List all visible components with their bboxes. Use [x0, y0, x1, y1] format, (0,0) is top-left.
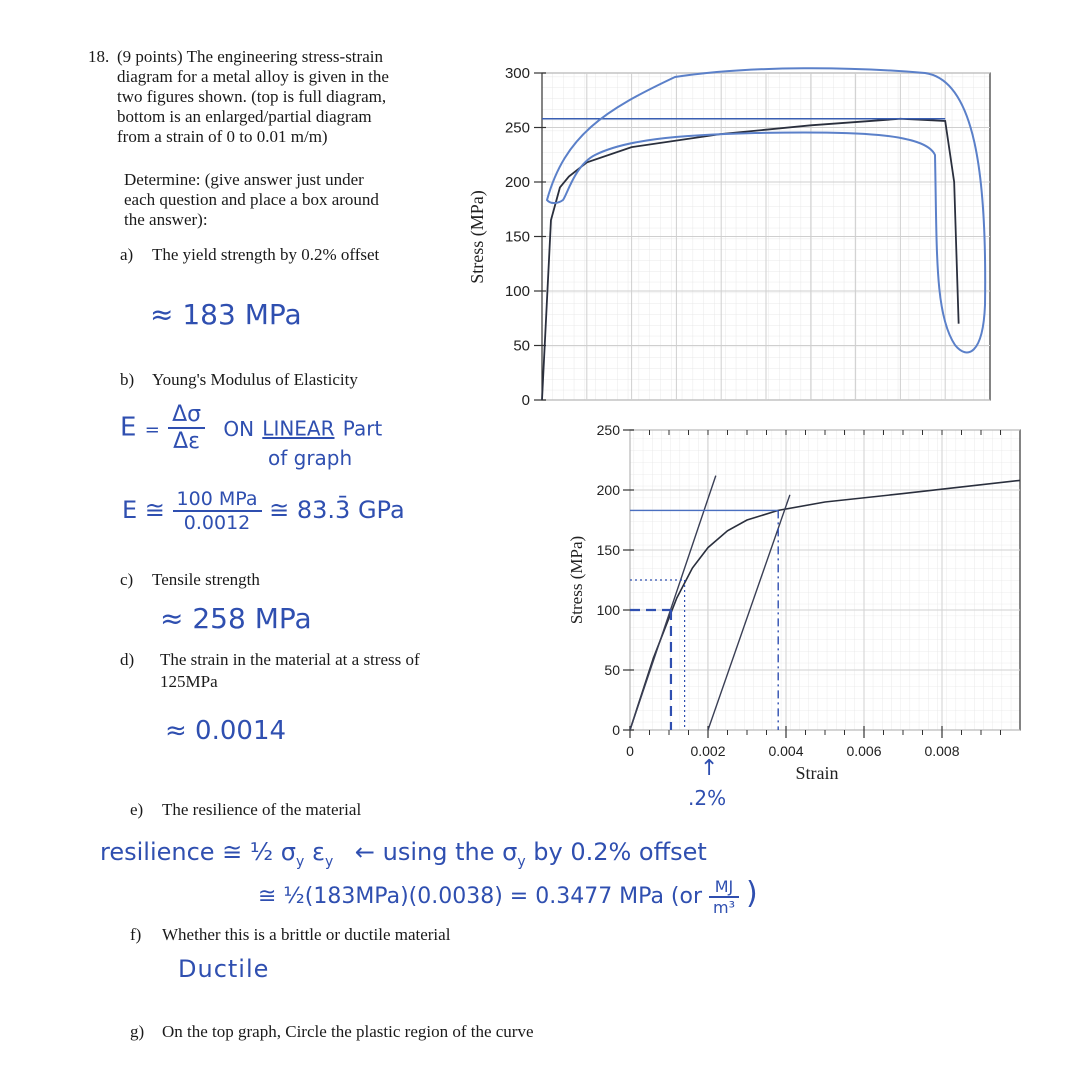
- answer-e-sub: y: [296, 853, 305, 870]
- answer-e-by-offset: by 0.2% offset: [533, 838, 707, 866]
- top-chart-y-ticks: [505, 65, 546, 409]
- answer-b-calc-E: E ≅: [122, 496, 165, 524]
- top-chart-ylabel: Stress (MPa): [467, 190, 487, 284]
- answer-e-units-den: m³: [713, 898, 736, 917]
- top-y-tick-label: 0: [521, 392, 530, 409]
- bottom-x-tick-label: 0.008: [924, 743, 960, 759]
- part-e-text: The resilience of the material: [162, 800, 362, 819]
- answer-b-numerator: Δσ: [168, 402, 205, 429]
- bottom-chart-xlabel: Strain: [795, 763, 839, 783]
- top-chart: [455, 55, 1010, 425]
- answer-b-part: Part: [342, 416, 383, 441]
- top-y-tick-label: 150: [504, 228, 530, 246]
- bottom-x-tick-label: 0.006: [846, 743, 882, 759]
- bottom-x-tick-label: 0.004: [768, 743, 804, 759]
- offset-label: .2%: [688, 786, 727, 810]
- answer-d: ≈ 0.0014: [165, 716, 287, 746]
- part-b-text: Young's Modulus of Elasticity: [152, 370, 358, 389]
- answer-c: ≈ 258 MPa: [160, 602, 312, 635]
- answer-b-calc-denominator: 0.0012: [183, 512, 251, 534]
- part-g-text: On the top graph, Circle the plastic region of the curve: [162, 1022, 534, 1041]
- answer-e-line2: [258, 876, 758, 917]
- answer-f: Ductile: [178, 955, 270, 983]
- answer-b-linear: LINEAR: [262, 416, 335, 441]
- answer-e-units-num: MJ: [709, 877, 739, 898]
- part-c-label: c): [120, 570, 134, 589]
- top-y-tick-label: 300: [504, 65, 530, 82]
- bottom-y-tick-label: 0: [612, 722, 620, 738]
- answer-e-calc: ≅ ½(183MPa)(0.0038) = 0.3477 MPa (or: [258, 884, 703, 909]
- answer-e-arrow-note: ← using the σ: [354, 838, 518, 866]
- part-c-text: Tensile strength: [152, 570, 260, 589]
- answer-e-sub: y: [324, 853, 334, 870]
- bottom-y-tick-label: 50: [604, 662, 620, 678]
- answer-a: ≈ 183 MPa: [150, 298, 302, 331]
- part-g-label: g): [130, 1022, 145, 1041]
- answer-b-of-graph: of graph: [268, 446, 353, 470]
- bottom-chart-plot-area: [630, 430, 1020, 730]
- answer-e-sub: y: [517, 853, 526, 870]
- answer-e-resilience: resilience ≅ ½ σ: [100, 838, 297, 866]
- answer-e-close-paren: ): [746, 876, 758, 911]
- part-d-text-line1: The strain in the material at a stress of: [160, 650, 420, 669]
- part-e-label: e): [130, 800, 144, 819]
- intro-line: diagram for a metal alloy is given in the: [117, 67, 389, 86]
- determine-line: Determine: (give answer just under: [124, 170, 364, 189]
- answer-b-calc-result: ≅ 83.3̄ GPa: [269, 496, 405, 524]
- bottom-y-tick-label: 200: [596, 482, 620, 498]
- answer-b-calc-numerator: 100 MPa: [173, 488, 262, 512]
- intro-line: from a strain of 0 to 0.01 m/m): [117, 127, 328, 146]
- bottom-y-tick-label: 150: [596, 542, 620, 558]
- answer-e-line1: [100, 838, 707, 870]
- question-number: 18.: [88, 47, 110, 66]
- offset-arrow: ↑: [700, 756, 719, 781]
- part-f-label: f): [130, 925, 142, 944]
- question-intro: [117, 47, 457, 147]
- bottom-y-tick-label: 250: [596, 422, 620, 438]
- intro-line: bottom is an enlarged/partial diagram: [117, 107, 372, 126]
- answer-e-epsilon: ε: [311, 838, 325, 866]
- answer-b-on: ON: [223, 416, 255, 441]
- intro-line: two figures shown. (top is full diagram,: [117, 87, 387, 106]
- top-y-tick-label: 200: [504, 174, 530, 191]
- bottom-chart: [560, 415, 1030, 790]
- answer-b-equals: =: [144, 419, 160, 441]
- intro-line: (9 points) The engineering stress-strain: [117, 47, 383, 66]
- bottom-x-tick-label: 0: [626, 743, 634, 759]
- part-d-text-line2: 125MPa: [160, 672, 218, 691]
- answer-b-calc: [122, 488, 405, 534]
- top-y-tick-label: 100: [504, 283, 530, 300]
- answer-b-E: E: [120, 412, 137, 443]
- part-f-text: Whether this is a brittle or ductile material: [162, 925, 451, 944]
- answer-b-calc-fraction: [173, 488, 262, 534]
- part-a-text: The yield strength by 0.2% offset: [152, 245, 380, 264]
- determine-instructions: [124, 170, 454, 230]
- determine-line: the answer):: [124, 210, 208, 229]
- top-y-tick-label: 250: [504, 119, 530, 137]
- bottom-chart-y-ticks: [597, 422, 634, 738]
- part-a-label: a): [120, 245, 134, 264]
- bottom-chart-ylabel: Stress (MPa): [567, 535, 586, 625]
- bottom-y-tick-label: 100: [596, 602, 620, 618]
- part-d-label: d): [120, 650, 135, 669]
- answer-e-units: [709, 877, 739, 917]
- answer-b-denominator: Δε: [173, 429, 201, 454]
- determine-line: each question and place a box around: [124, 190, 379, 209]
- bottom-x-tick-label: 0.002: [690, 743, 726, 759]
- top-y-tick-label: 50: [513, 337, 530, 355]
- part-b-label: b): [120, 370, 135, 389]
- answer-b-fraction: [168, 402, 205, 454]
